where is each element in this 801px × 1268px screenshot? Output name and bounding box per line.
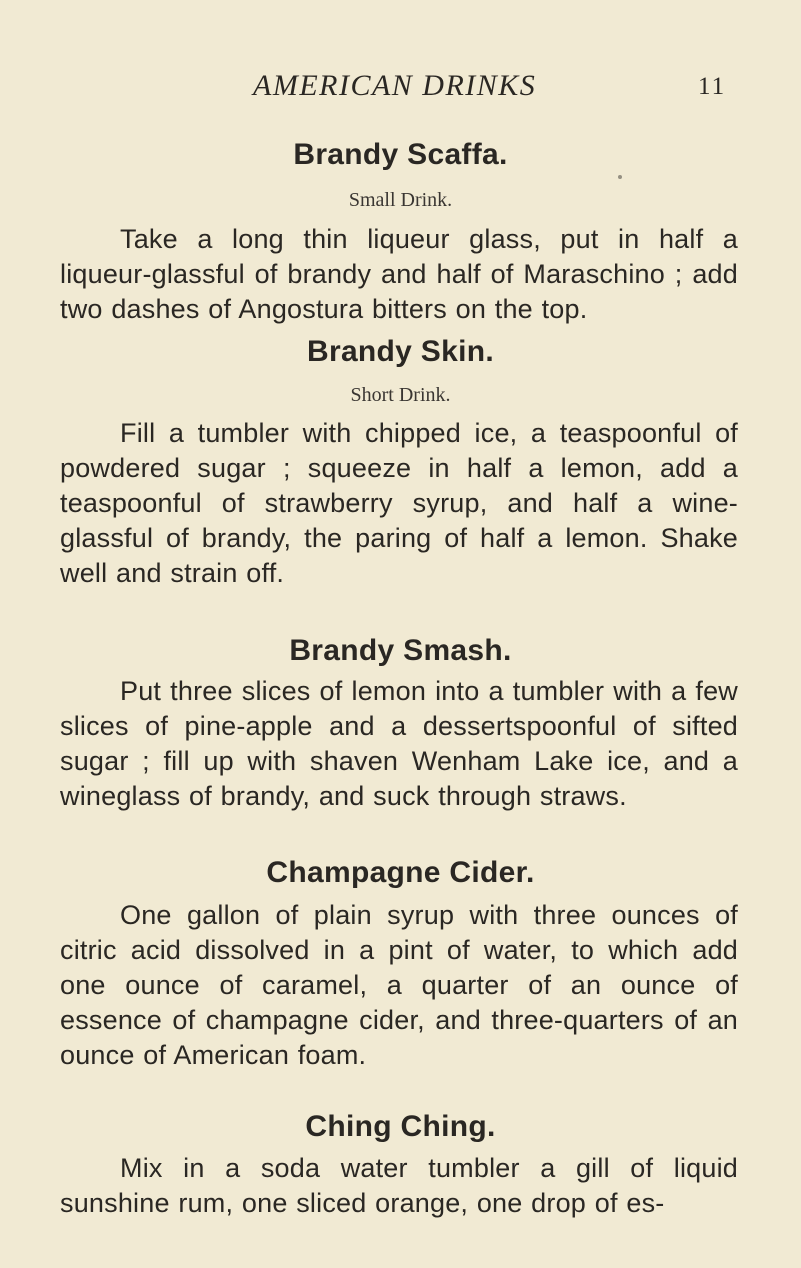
page-number: 11	[698, 73, 727, 100]
recipe-subtitle: Short Drink.	[350, 384, 451, 406]
running-title: AMERICAN DRINKS	[253, 69, 537, 102]
recipe-body: One gallon of plain syrup with three ounces of citric acid dissolved in a pint of water, to which add one ounce of caramel, a quarter of an ounce of essence of champagne cider, and three-quarters of an ounce of American foam.	[60, 900, 738, 1070]
recipe-title: Brandy Smash.	[289, 634, 512, 667]
recipe-title: Ching Ching.	[305, 1110, 496, 1143]
print-speck	[618, 175, 622, 179]
running-header	[0, 68, 801, 108]
recipe-body: Put three slices of lemon into a tumbler with a few slices of pine-apple and a dessertspoonful of sifted sugar ; fill up with shaven Wenham Lake ice, and a wineglass of brandy, and suck through straws.	[60, 676, 738, 811]
recipe-title: Brandy Scaffa.	[293, 138, 508, 171]
recipe-title: Champagne Cider.	[266, 856, 535, 889]
recipe-title: Brandy Skin.	[307, 335, 494, 368]
recipe-subtitle: Small Drink.	[348, 189, 453, 211]
recipe-body: Take a long thin liqueur glass, put in half a liqueur-glassful of brandy and half of Maraschino ; add two dashes of Angostura bitters on the top.	[60, 224, 738, 324]
recipe-body: Fill a tumbler with chipped ice, a teaspoonful of powdered sugar ; squeeze in half a lemon, add a teaspoonful of strawberry syrup, and half a wine-glassful of brandy, the paring of half a lemon. Shake well and strain off.	[60, 418, 738, 588]
recipe-body: Mix in a soda water tumbler a gill of liquid sunshine rum, one sliced orange, one drop of es-	[60, 1153, 738, 1218]
